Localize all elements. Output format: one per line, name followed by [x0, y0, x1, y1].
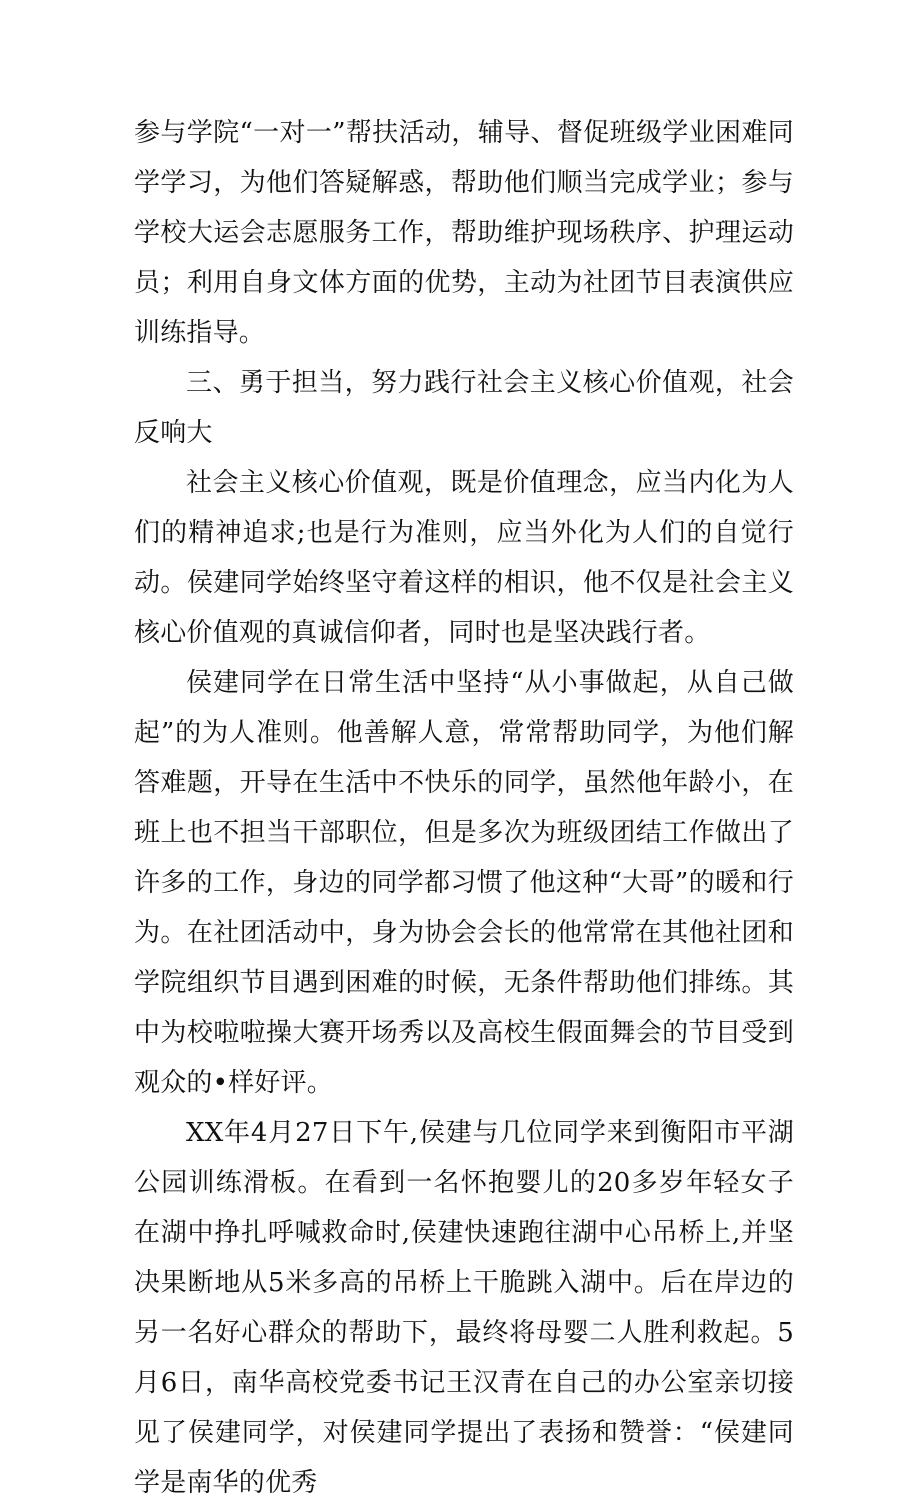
paragraph: 社会主义核心价值观，既是价值理念，应当内化为人们的精神追求;也是行为准则，应当外化为人们的自觉行动。侯建同学始终坚守着这样的相识，他不仅是社会主义核心价值观的真诚信仰者，同时也是坚决践行者。 [134, 468, 794, 648]
paragraph: XX年4月27日下午,侯建与几位同学来到衡阳市平湖公园训练滑板。在看到一名怀抱婴儿的20多岁年轻女子在湖中挣扎呼喊救命时,侯建快速跑往湖中心吊桥上,并坚决果断地从5米多高的吊桥上干脆跳入湖中。后在岸边的另一名好心群众的帮助下，最终将母婴二人胜利救起。5月6日，南华高校党委书记王汉青在自己的办公室亲切接见了侯建同学，对侯建同学提出了表扬和赞誉：“侯建同学是南华的优秀 [134, 1118, 794, 1498]
section-heading: 三、勇于担当，努力践行社会主义核心价值观，社会反响大 [134, 368, 794, 448]
paragraph: 侯建同学在日常生活中坚持“从小事做起，从自己做起”的为人准则。他善解人意，常常帮助同学，为他们解答难题，开导在生活中不快乐的同学，虽然他年龄小，在班上也不担当干部职位，但是多次为班级团结工作做出了许多的工作，身边的同学都习惯了他这种“大哥”的暖和行为。在社团活动中，身为协会会长的他常常在其他社团和学院组织节目遇到困难的时候，无条件帮助他们排练。其中为校啦啦操大赛开场秀以及高校生假面舞会的节目受到观众的•样好评。 [134, 668, 794, 1098]
paragraph-continued: 参与学院“一对一”帮扶活动，辅导、督促班级学业困难同学学习，为他们答疑解惑，帮助他们顺当完成学业；参与学校大运会志愿服务工作，帮助维护现场秩序、护理运动员；利用自身文体方面的优势，主动为社团节目表演供应训练指导。 [134, 118, 794, 348]
document-body [134, 108, 794, 1508]
